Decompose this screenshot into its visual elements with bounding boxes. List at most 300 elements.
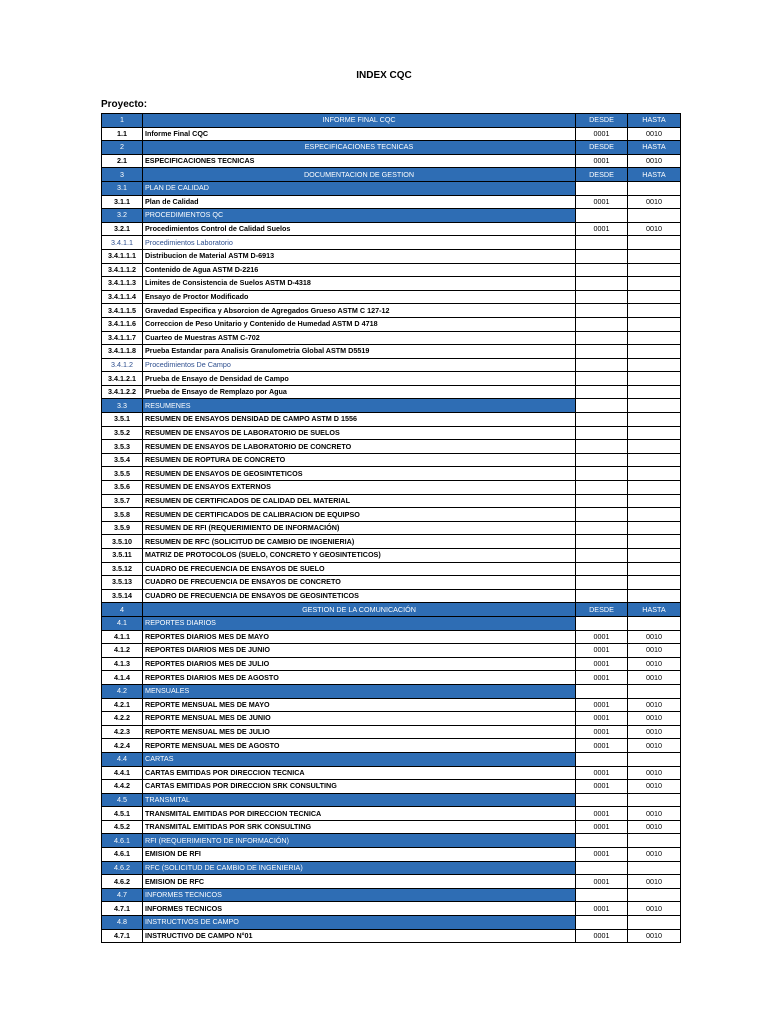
row-desde: 0001 [576, 807, 628, 821]
row-hasta: 0010 [628, 657, 681, 671]
row-desde [576, 453, 628, 467]
row-number: 4.7.1 [102, 902, 143, 916]
row-title: REPORTE MENSUAL MES DE MAYO [143, 698, 576, 712]
row-title: RESUMEN DE ENSAYOS DE LABORATORIO DE CONCRETO [143, 440, 576, 454]
table-row [102, 644, 681, 658]
row-number: 3.5.5 [102, 467, 143, 481]
index-table-body [102, 114, 681, 943]
row-number: 1 [102, 114, 143, 128]
row-number: 3.5.13 [102, 576, 143, 590]
row-desde: 0001 [576, 195, 628, 209]
row-hasta [628, 277, 681, 291]
row-number: 3.4.1.1.8 [102, 345, 143, 359]
row-number: 3.5.14 [102, 589, 143, 603]
row-desde: 0001 [576, 929, 628, 943]
row-title: REPORTE MENSUAL MES DE AGOSTO [143, 739, 576, 753]
row-hasta: 0010 [628, 766, 681, 780]
row-hasta [628, 481, 681, 495]
row-hasta: HASTA [628, 141, 681, 155]
row-desde: DESDE [576, 114, 628, 128]
row-hasta [628, 549, 681, 563]
row-number: 3.4.1.1.3 [102, 277, 143, 291]
row-desde [576, 861, 628, 875]
row-hasta: 0010 [628, 739, 681, 753]
row-hasta [628, 888, 681, 902]
row-hasta [628, 589, 681, 603]
table-row [102, 820, 681, 834]
subsection-row [102, 399, 681, 413]
row-title: REPORTE MENSUAL MES DE JUNIO [143, 712, 576, 726]
row-desde [576, 277, 628, 291]
row-title: Informe Final CQC [143, 127, 576, 141]
page-title: INDEX CQC [356, 70, 412, 81]
row-desde [576, 752, 628, 766]
row-desde [576, 413, 628, 427]
row-number: 3.4.1.1.6 [102, 317, 143, 331]
row-number: 3.5.9 [102, 521, 143, 535]
row-desde [576, 481, 628, 495]
row-number: 3.5.11 [102, 549, 143, 563]
row-hasta: 0010 [628, 195, 681, 209]
row-title: REPORTES DIARIOS [143, 616, 576, 630]
row-hasta: 0010 [628, 127, 681, 141]
row-number: 3.5.6 [102, 481, 143, 495]
row-number: 4.2 [102, 684, 143, 698]
row-hasta [628, 399, 681, 413]
row-desde [576, 576, 628, 590]
table-row [102, 413, 681, 427]
row-number: 2.1 [102, 154, 143, 168]
row-title: CARTAS EMITIDAS POR DIRECCION SRK CONSULTING [143, 780, 576, 794]
row-title: REPORTES DIARIOS MES DE AGOSTO [143, 671, 576, 685]
row-title: Distribucion de Material ASTM D-6913 [143, 249, 576, 263]
row-title: RESUMEN DE ENSAYOS DE GEOSINTETICOS [143, 467, 576, 481]
row-number: 3.4.1.1.5 [102, 304, 143, 318]
row-title: RESUMEN DE RFC (SOLICITUD DE CAMBIO DE INGENIERIA) [143, 535, 576, 549]
table-row [102, 277, 681, 291]
row-number: 3.4.1.1.7 [102, 331, 143, 345]
procedure-group-row [102, 358, 681, 372]
row-desde [576, 249, 628, 263]
row-number: 4.1.4 [102, 671, 143, 685]
row-hasta: 0010 [628, 698, 681, 712]
row-number: 4.6.2 [102, 875, 143, 889]
row-desde [576, 916, 628, 930]
table-row [102, 780, 681, 794]
row-desde: 0001 [576, 780, 628, 794]
row-hasta [628, 834, 681, 848]
row-desde [576, 426, 628, 440]
row-title: RESUMEN DE ENSAYOS EXTERNOS [143, 481, 576, 495]
row-number: 4.6.1 [102, 848, 143, 862]
row-hasta: 0010 [628, 875, 681, 889]
table-row [102, 127, 681, 141]
row-desde: 0001 [576, 154, 628, 168]
row-title: TRANSMITAL EMITIDAS POR DIRECCION TECNICA [143, 807, 576, 821]
row-number: 4.7.1 [102, 929, 143, 943]
row-number: 3.5.12 [102, 562, 143, 576]
row-hasta [628, 249, 681, 263]
row-desde: DESDE [576, 168, 628, 182]
row-title: Gravedad Especifica y Absorcion de Agregados Grueso ASTM C 127-12 [143, 304, 576, 318]
table-row [102, 739, 681, 753]
row-title: RFC (SOLICITUD DE CAMBIO DE INGENIERIA) [143, 861, 576, 875]
row-desde [576, 209, 628, 223]
row-hasta [628, 345, 681, 359]
row-number: 3 [102, 168, 143, 182]
row-desde [576, 562, 628, 576]
table-row [102, 671, 681, 685]
row-number: 3.4.1.1.4 [102, 290, 143, 304]
row-number: 4.4 [102, 752, 143, 766]
row-title: DOCUMENTACION DE GESTION [143, 168, 576, 182]
section-header-row [102, 603, 681, 617]
row-title: MATRIZ DE PROTOCOLOS (SUELO, CONCRETO Y GEOSINTETICOS) [143, 549, 576, 563]
row-hasta [628, 385, 681, 399]
row-desde: 0001 [576, 657, 628, 671]
row-number: 3.5.4 [102, 453, 143, 467]
row-hasta [628, 413, 681, 427]
row-title: Correccion de Peso Unitario y Contenido de Humedad ASTM D 4718 [143, 317, 576, 331]
row-title: Prueba de Ensayo de Remplazo por Agua [143, 385, 576, 399]
row-title: RESUMEN DE ROPTURA DE CONCRETO [143, 453, 576, 467]
row-desde [576, 236, 628, 250]
row-title: CARTAS [143, 752, 576, 766]
row-desde: 0001 [576, 222, 628, 236]
row-hasta: 0010 [628, 848, 681, 862]
subsection-row [102, 916, 681, 930]
row-title: EMISION DE RFC [143, 875, 576, 889]
row-hasta [628, 684, 681, 698]
row-hasta: 0010 [628, 154, 681, 168]
row-desde [576, 304, 628, 318]
row-number: 3.5.7 [102, 494, 143, 508]
row-number: 3.1.1 [102, 195, 143, 209]
row-number: 4.5.1 [102, 807, 143, 821]
table-row [102, 902, 681, 916]
table-row [102, 589, 681, 603]
row-hasta [628, 236, 681, 250]
row-desde: 0001 [576, 766, 628, 780]
row-number: 4.5 [102, 793, 143, 807]
row-number: 4.6.1 [102, 834, 143, 848]
row-number: 4.1.2 [102, 644, 143, 658]
row-title: INFORMES TECNICOS [143, 902, 576, 916]
subsection-row [102, 834, 681, 848]
procedure-group-row [102, 236, 681, 250]
table-row [102, 385, 681, 399]
row-hasta [628, 861, 681, 875]
row-title: Limites de Consistencia de Suelos ASTM D-4318 [143, 277, 576, 291]
row-number: 4.4.1 [102, 766, 143, 780]
row-hasta [628, 521, 681, 535]
table-row [102, 304, 681, 318]
row-desde [576, 834, 628, 848]
row-hasta [628, 562, 681, 576]
row-hasta: 0010 [628, 929, 681, 943]
row-hasta: HASTA [628, 114, 681, 128]
table-row [102, 657, 681, 671]
row-title: INSTRUCTIVO DE CAMPO N°01 [143, 929, 576, 943]
row-hasta [628, 358, 681, 372]
row-hasta [628, 331, 681, 345]
row-number: 3.5.3 [102, 440, 143, 454]
table-row [102, 494, 681, 508]
table-row [102, 535, 681, 549]
row-hasta [628, 372, 681, 386]
table-row [102, 725, 681, 739]
table-row [102, 875, 681, 889]
row-desde [576, 888, 628, 902]
row-title: TRANSMITAL [143, 793, 576, 807]
row-number: 3.1 [102, 181, 143, 195]
row-number: 3.3 [102, 399, 143, 413]
row-title: ESPECIFICACIONES TECNICAS [143, 141, 576, 155]
table-row [102, 521, 681, 535]
row-desde: 0001 [576, 127, 628, 141]
row-hasta [628, 317, 681, 331]
row-number: 4.2.2 [102, 712, 143, 726]
row-desde: 0001 [576, 875, 628, 889]
table-row [102, 712, 681, 726]
row-hasta [628, 290, 681, 304]
row-desde [576, 263, 628, 277]
row-desde: 0001 [576, 671, 628, 685]
table-row [102, 263, 681, 277]
row-desde [576, 385, 628, 399]
row-desde: 0001 [576, 902, 628, 916]
table-row [102, 807, 681, 821]
row-desde [576, 616, 628, 630]
row-title: REPORTES DIARIOS MES DE MAYO [143, 630, 576, 644]
row-desde [576, 521, 628, 535]
row-desde: 0001 [576, 820, 628, 834]
row-number: 3.5.1 [102, 413, 143, 427]
table-row [102, 698, 681, 712]
row-number: 3.2.1 [102, 222, 143, 236]
table-row [102, 154, 681, 168]
row-desde [576, 467, 628, 481]
row-hasta: HASTA [628, 168, 681, 182]
index-table [101, 113, 681, 943]
row-hasta: HASTA [628, 603, 681, 617]
table-row [102, 630, 681, 644]
row-desde: 0001 [576, 739, 628, 753]
row-number: 4.6.2 [102, 861, 143, 875]
row-title: CARTAS EMITIDAS POR DIRECCION TECNICA [143, 766, 576, 780]
row-title: CUADRO DE FRECUENCIA DE ENSAYOS DE SUELO [143, 562, 576, 576]
row-title: RESUMEN DE ENSAYOS DE LABORATORIO DE SUELOS [143, 426, 576, 440]
subsection-row [102, 752, 681, 766]
row-title: RESUMEN DE CERTIFICADOS DE CALIDAD DEL MATERIAL [143, 494, 576, 508]
row-title: REPORTES DIARIOS MES DE JUNIO [143, 644, 576, 658]
row-title: Plan de Calidad [143, 195, 576, 209]
table-row [102, 317, 681, 331]
table-row [102, 848, 681, 862]
row-number: 4.2.4 [102, 739, 143, 753]
row-title: PLAN DE CALIDAD [143, 181, 576, 195]
table-row [102, 426, 681, 440]
project-label: Proyecto: [101, 99, 148, 110]
row-title: RESUMEN DE CERTIFICADOS DE CALIBRACION DE EQUIPSO [143, 508, 576, 522]
row-hasta [628, 209, 681, 223]
table-row [102, 331, 681, 345]
section-header-row [102, 168, 681, 182]
section-header-row [102, 114, 681, 128]
row-title: REPORTE MENSUAL MES DE JULIO [143, 725, 576, 739]
row-hasta: 0010 [628, 902, 681, 916]
table-row [102, 766, 681, 780]
row-desde [576, 589, 628, 603]
row-title: INSTRUCTIVOS DE CAMPO [143, 916, 576, 930]
table-row [102, 467, 681, 481]
row-desde: 0001 [576, 725, 628, 739]
row-hasta [628, 304, 681, 318]
row-number: 4.5.2 [102, 820, 143, 834]
row-desde: DESDE [576, 141, 628, 155]
row-title: CUADRO DE FRECUENCIA DE ENSAYOS DE GEOSINTETICOS [143, 589, 576, 603]
row-desde [576, 549, 628, 563]
row-title: MENSUALES [143, 684, 576, 698]
row-title: Ensayo de Proctor Modificado [143, 290, 576, 304]
row-hasta: 0010 [628, 820, 681, 834]
row-hasta: 0010 [628, 671, 681, 685]
row-title: Procedimientos De Campo [143, 358, 576, 372]
row-hasta: 0010 [628, 712, 681, 726]
row-desde [576, 494, 628, 508]
table-row [102, 249, 681, 263]
row-desde: 0001 [576, 630, 628, 644]
row-number: 3.2 [102, 209, 143, 223]
row-hasta [628, 616, 681, 630]
row-title: PROCEDIMIENTOS QC [143, 209, 576, 223]
row-desde: 0001 [576, 848, 628, 862]
row-title: REPORTES DIARIOS MES DE JULIO [143, 657, 576, 671]
row-number: 4.4.2 [102, 780, 143, 794]
row-hasta: 0010 [628, 222, 681, 236]
table-row [102, 481, 681, 495]
table-row [102, 222, 681, 236]
subsection-row [102, 209, 681, 223]
row-title: EMISION DE RFI [143, 848, 576, 862]
row-title: Procedimientos Control de Calidad Suelos [143, 222, 576, 236]
row-hasta [628, 576, 681, 590]
row-number: 4.8 [102, 916, 143, 930]
row-desde: 0001 [576, 644, 628, 658]
row-desde [576, 290, 628, 304]
row-title: RESUMENES [143, 399, 576, 413]
table-row [102, 929, 681, 943]
row-title: Contenido de Agua ASTM D-2216 [143, 263, 576, 277]
row-hasta: 0010 [628, 807, 681, 821]
row-number: 3.4.1.2.1 [102, 372, 143, 386]
subsection-row [102, 793, 681, 807]
row-hasta [628, 426, 681, 440]
row-desde [576, 345, 628, 359]
row-number: 3.4.1.2.2 [102, 385, 143, 399]
section-header-row [102, 141, 681, 155]
table-row [102, 508, 681, 522]
row-hasta [628, 916, 681, 930]
row-number: 1.1 [102, 127, 143, 141]
subsection-row [102, 181, 681, 195]
row-title: RFI (REQUERIMIENTO DE INFORMACIÓN) [143, 834, 576, 848]
table-row [102, 576, 681, 590]
row-hasta [628, 793, 681, 807]
row-number: 4.1.1 [102, 630, 143, 644]
row-title: RESUMEN DE RFI (REQUERIMIENTO DE INFORMACIÓN) [143, 521, 576, 535]
row-desde [576, 399, 628, 413]
row-title: Cuarteo de Muestras ASTM C-702 [143, 331, 576, 345]
row-hasta: 0010 [628, 725, 681, 739]
row-number: 3.4.1.1.1 [102, 249, 143, 263]
row-number: 4.1.3 [102, 657, 143, 671]
row-number: 3.4.1.1 [102, 236, 143, 250]
row-title: GESTION DE LA COMUNICACIÓN [143, 603, 576, 617]
table-row [102, 453, 681, 467]
subsection-row [102, 616, 681, 630]
row-desde: DESDE [576, 603, 628, 617]
subsection-row [102, 861, 681, 875]
row-desde [576, 508, 628, 522]
row-hasta [628, 535, 681, 549]
table-row [102, 549, 681, 563]
row-desde [576, 358, 628, 372]
row-hasta [628, 752, 681, 766]
table-row [102, 440, 681, 454]
row-desde [576, 793, 628, 807]
row-hasta: 0010 [628, 780, 681, 794]
table-row [102, 345, 681, 359]
row-number: 3.4.1.2 [102, 358, 143, 372]
row-number: 3.5.10 [102, 535, 143, 549]
row-number: 4 [102, 603, 143, 617]
row-desde [576, 440, 628, 454]
row-number: 3.5.8 [102, 508, 143, 522]
row-desde [576, 535, 628, 549]
row-hasta: 0010 [628, 630, 681, 644]
row-title: INFORMES TECNICOS [143, 888, 576, 902]
row-number: 2 [102, 141, 143, 155]
row-number: 4.2.1 [102, 698, 143, 712]
row-desde [576, 372, 628, 386]
row-title: Procedimientos Laboratorio [143, 236, 576, 250]
row-hasta: 0010 [628, 644, 681, 658]
row-desde [576, 684, 628, 698]
row-number: 4.2.3 [102, 725, 143, 739]
subsection-row [102, 888, 681, 902]
row-desde: 0001 [576, 698, 628, 712]
row-desde: 0001 [576, 712, 628, 726]
row-title: ESPECIFICACIONES TECNICAS [143, 154, 576, 168]
row-title: Prueba Estandar para Analisis Granulometria Global ASTM D5519 [143, 345, 576, 359]
row-hasta [628, 508, 681, 522]
table-row [102, 372, 681, 386]
table-row [102, 562, 681, 576]
subsection-row [102, 684, 681, 698]
row-hasta [628, 494, 681, 508]
row-title: RESUMEN DE ENSAYOS DENSIDAD DE CAMPO ASTM D 1556 [143, 413, 576, 427]
table-row [102, 195, 681, 209]
row-number: 3.5.2 [102, 426, 143, 440]
row-number: 3.4.1.1.2 [102, 263, 143, 277]
row-desde [576, 317, 628, 331]
row-title: TRANSMITAL EMITIDAS POR SRK CONSULTING [143, 820, 576, 834]
row-title: INFORME FINAL CQC [143, 114, 576, 128]
row-hasta [628, 181, 681, 195]
row-hasta [628, 440, 681, 454]
row-hasta [628, 467, 681, 481]
